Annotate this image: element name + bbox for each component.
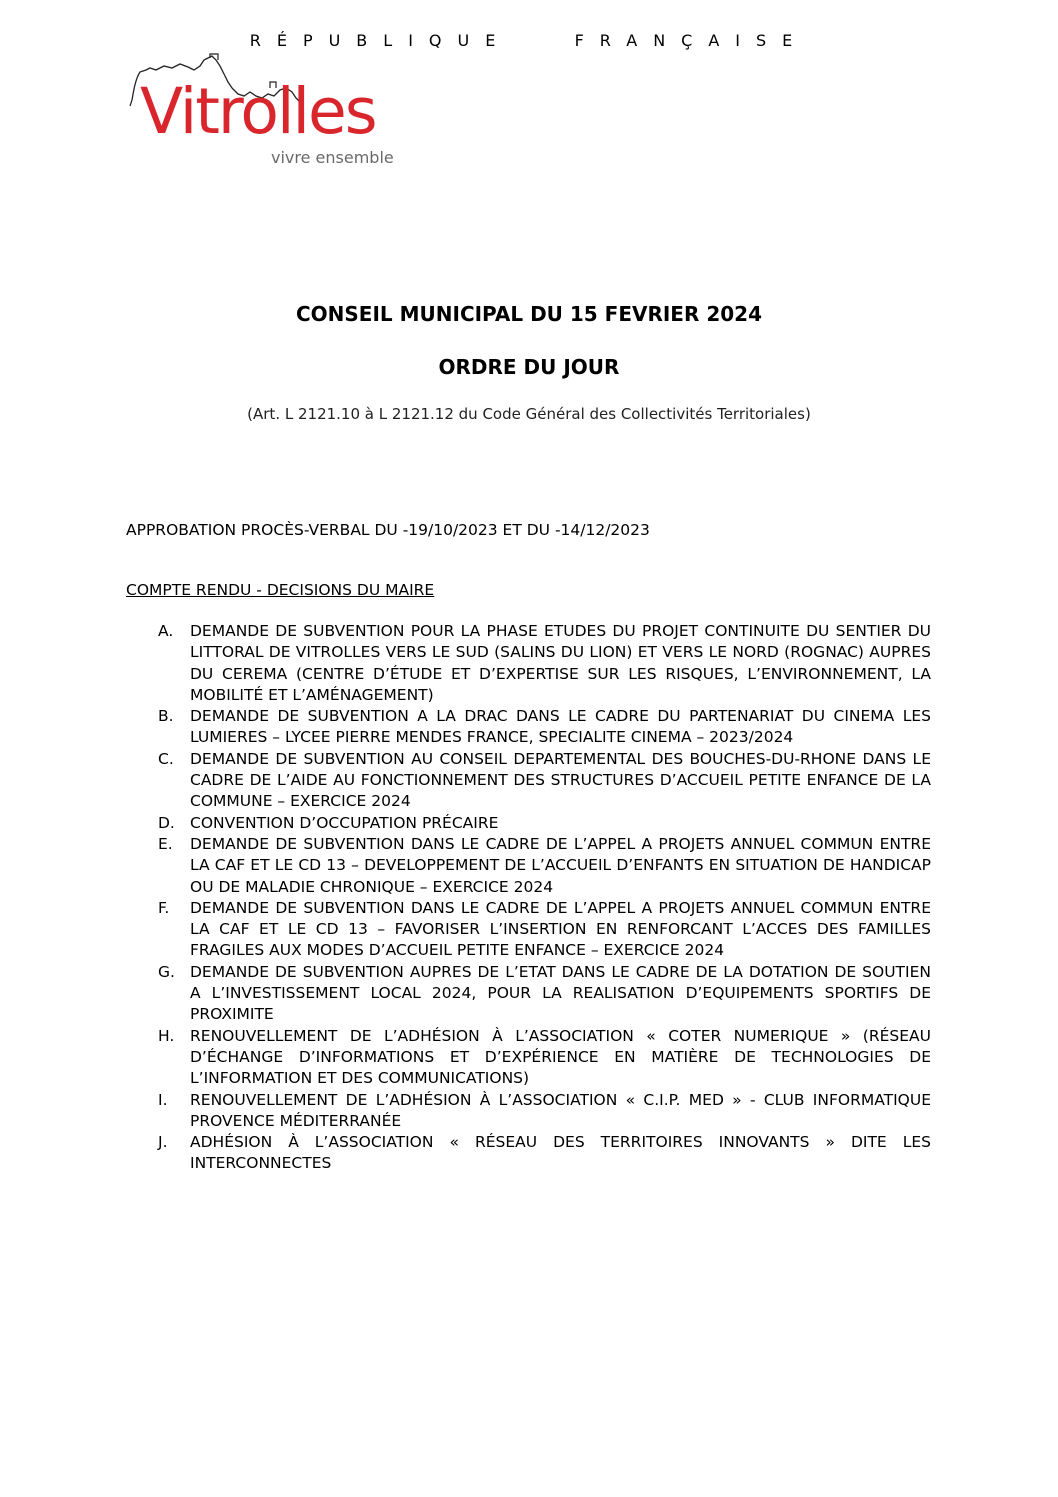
agenda-item-g <box>158 962 931 1026</box>
document-subtitle: ORDRE DU JOUR <box>438 355 620 379</box>
item-text: RENOUVELLEMENT DE L’ADHÉSION À L’ASSOCIATION « COTER NUMERIQUE » (RÉSEAU D’ÉCHANGE D’INFORMATIONS ET D’EXPÉRIENCE EN MATIÈRE DE TECHNOLOGIES DE L’INFORMATION ET DES COMMUNICATIONS) <box>190 1026 931 1088</box>
logo-wordmark: Vitrolles <box>140 75 376 148</box>
item-letter: E. <box>158 834 173 853</box>
item-letter: G. <box>158 962 175 981</box>
item-letter: A. <box>158 622 174 640</box>
agenda-item-b <box>158 706 931 749</box>
item-letter: D. <box>158 813 175 832</box>
document-title: CONSEIL MUNICIPAL DU 15 FEVRIER 2024 <box>295 302 762 326</box>
item-text: DEMANDE DE SUBVENTION AU CONSEIL DEPARTEMENTAL DES BOUCHES-DU-RHONE DANS LE CADRE DE L’AIDE AU FONCTIONNEMENT DES STRUCTURES D’ACCUEIL PETITE ENFANCE DE LA COMMUNE – EXERCICE 2024 <box>190 749 931 811</box>
logo-tagline: vivre ensemble <box>271 148 394 167</box>
agenda-item-i <box>158 1090 931 1133</box>
item-text: DEMANDE DE SUBVENTION DANS LE CADRE DE L’APPEL A PROJETS ANNUEL COMMUN ENTRE LA CAF ET LE CD 13 – DEVELOPPEMENT DE L’ACCUEIL D’ENFANTS EN SITUATION DE HANDICAP OU DE MALADIE CHRONIQUE – EXERCICE 2024 <box>190 834 931 896</box>
item-text: DEMANDE DE SUBVENTION DANS LE CADRE DE L’APPEL A PROJETS ANNUEL COMMUN ENTRE LA CAF ET LE CD 13 – FAVORISER L’INSERTION EN RENFORCANT L’ACCES DES FAMILLES FRAGILES AUX MODES D’ACCUEIL PETITE ENFANCE – EXERCICE 2024 <box>190 898 931 960</box>
agenda-item-e <box>158 834 931 898</box>
item-text: ADHÉSION À L’ASSOCIATION « RÉSEAU DES TERRITOIRES INNOVANTS » DITE LES INTERCONNECTES <box>190 1133 931 1173</box>
legal-reference: (Art. L 2121.10 à L 2121.12 du Code Général des Collectivités Territoriales) <box>247 405 811 423</box>
item-letter: C. <box>158 749 174 768</box>
approbation-section: APPROBATION PROCÈS-VERBAL DU -19/10/2023 ET DU -14/12/2023 <box>126 521 650 539</box>
item-letter: I. <box>158 1090 168 1109</box>
item-text: DEMANDE DE SUBVENTION A LA DRAC DANS LE CADRE DU PARTENARIAT DU CINEMA LES LUMIERES – LYCEE PIERRE MENDES FRANCE, SPECIALITE CINEMA – 2023/2024 <box>190 707 931 747</box>
vitrolles-logo <box>124 52 424 174</box>
item-letter: B. <box>158 707 174 726</box>
agenda-item-f <box>158 898 931 962</box>
agenda-list <box>158 621 931 1175</box>
agenda-item-a <box>158 621 931 706</box>
item-letter: F. <box>158 898 170 917</box>
item-text: DEMANDE DE SUBVENTION AUPRES DE L’ETAT DANS LE CADRE DE LA DOTATION DE SOUTIEN A L’INVESTISSEMENT LOCAL 2024, POUR LA REALISATION D’EQUIPEMENTS SPORTIFS DE PROXIMITE <box>190 962 931 1024</box>
compte-rendu-heading: COMPTE RENDU - DECISIONS DU MAIRE <box>126 581 435 599</box>
item-letter: H. <box>158 1026 175 1045</box>
agenda-item-c <box>158 749 931 813</box>
agenda-item-d <box>158 813 931 834</box>
republique-francaise-header: RÉPUBLIQUE FRANÇAISE <box>249 31 809 50</box>
agenda-item-h <box>158 1026 931 1090</box>
item-letter: J. <box>158 1133 168 1152</box>
agenda-item-j <box>158 1132 931 1175</box>
item-text: RENOUVELLEMENT DE L’ADHÉSION À L’ASSOCIATION « C.I.P. MED » - CLUB INFORMATIQUE PROVENCE MÉDITERRANÉE <box>190 1090 931 1130</box>
item-text: CONVENTION D’OCCUPATION PRÉCAIRE <box>190 813 499 832</box>
item-text: DEMANDE DE SUBVENTION POUR LA PHASE ETUDES DU PROJET CONTINUITE DU SENTIER DU LITTORAL DE VITROLLES VERS LE SUD (SALINS DU LION) ET VERS LE NORD (ROGNAC) AUPRES DU CEREMA (CENTRE D’ÉTUDE ET D’EXPERTISE SUR LES RISQUES, L’ENVIRONNEMENT, LA MOBILITÉ ET L’AMÉNAGEMENT) <box>190 622 931 704</box>
